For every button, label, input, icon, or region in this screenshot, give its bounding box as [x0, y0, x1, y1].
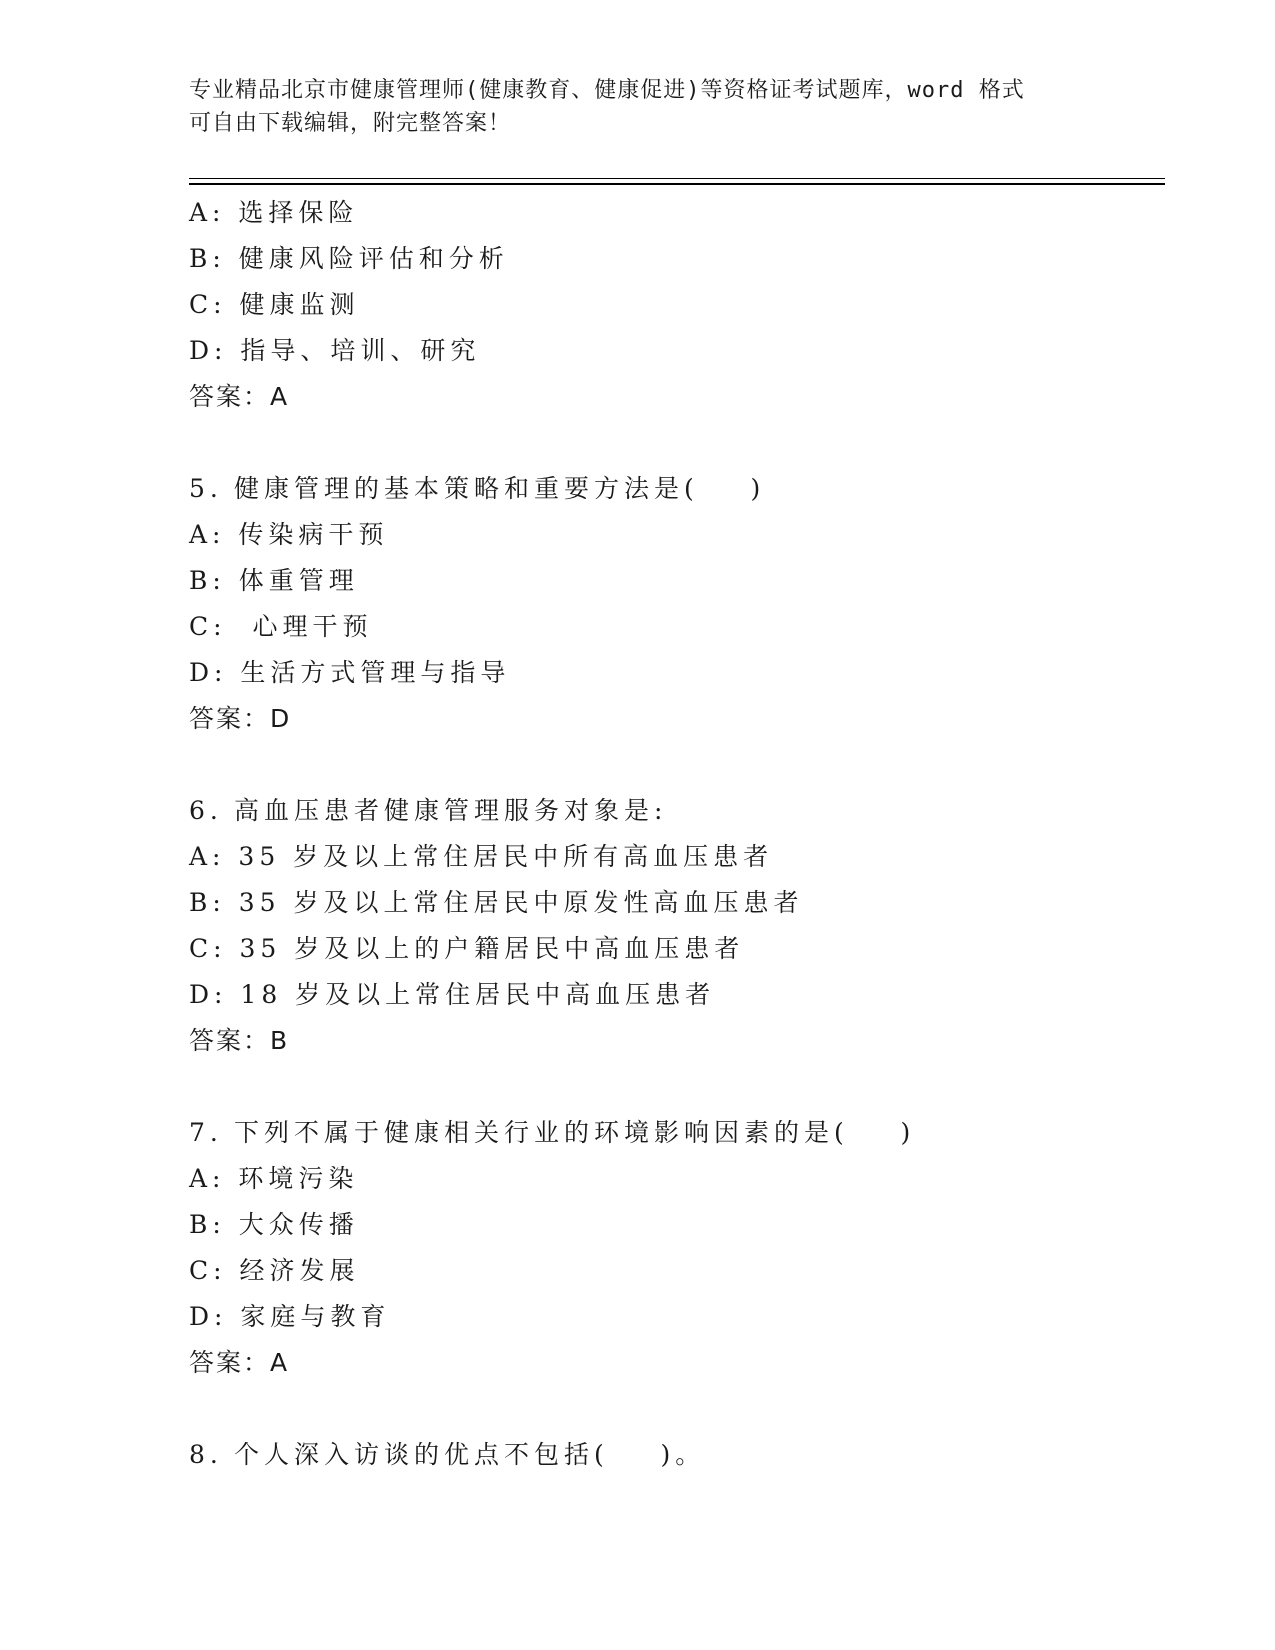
option-b: B: 35 岁及以上常住居民中原发性高血压患者 — [189, 888, 804, 917]
option-b: B: 体重管理 — [189, 566, 359, 595]
question-number: 8. — [189, 1440, 223, 1469]
option-b: B: 健康风险评估和分析 — [189, 244, 509, 273]
question-stem — [189, 788, 1169, 834]
question-text: 下列不属于健康相关行业的环境影响因素的是( ) — [234, 1118, 916, 1147]
question-stem — [189, 1110, 1169, 1156]
option-a: A: 35 岁及以上常住居民中所有高血压患者 — [189, 842, 774, 871]
option-a: A: 选择保险 — [189, 198, 359, 227]
question-6-block — [189, 788, 1169, 1064]
question-8-block — [189, 1432, 1169, 1478]
question-4-block — [189, 190, 1169, 420]
question-number: 5. — [189, 474, 223, 503]
option-c: C: 健康监测 — [189, 290, 360, 319]
header-divider-thin — [189, 178, 1165, 179]
question-stem — [189, 466, 1169, 512]
option-d: D: 18 岁及以上常住居民中高血压患者 — [189, 980, 716, 1009]
option-d: D: 指导、培训、研究 — [189, 336, 481, 365]
option-d: D: 家庭与教育 — [189, 1302, 391, 1331]
question-number: 7. — [189, 1118, 223, 1147]
option-d: D: 生活方式管理与指导 — [189, 658, 511, 687]
answer-line: 答案：A — [189, 1348, 290, 1377]
header-divider-thick — [189, 183, 1165, 185]
question-number: 6. — [189, 796, 223, 825]
answer-line: 答案：A — [189, 382, 290, 411]
question-5-block — [189, 466, 1169, 742]
header-line-1: 专业精品北京市健康管理师(健康教育、健康促进)等资格证考试题库，word 格式 — [189, 78, 1025, 103]
option-a: A: 传染病干预 — [189, 520, 389, 549]
option-a: A: 环境污染 — [189, 1164, 359, 1193]
document-header — [189, 74, 1089, 140]
question-text: 个人深入访谈的优点不包括( )。 — [234, 1440, 706, 1469]
option-c: C: 心理干预 — [189, 612, 373, 641]
question-text: 健康管理的基本策略和重要方法是( ) — [234, 474, 766, 503]
question-7-block — [189, 1110, 1169, 1386]
option-b: B: 大众传播 — [189, 1210, 359, 1239]
question-content — [189, 190, 1169, 1478]
answer-line: 答案：D — [189, 704, 292, 733]
question-text: 高血压患者健康管理服务对象是: — [234, 796, 668, 825]
question-stem — [189, 1432, 1169, 1478]
option-c: C: 经济发展 — [189, 1256, 360, 1285]
header-line-2: 可自由下载编辑，附完整答案！ — [189, 111, 512, 136]
answer-line: 答案：B — [189, 1026, 290, 1055]
option-c: C: 35 岁及以上的户籍居民中高血压患者 — [189, 934, 745, 963]
